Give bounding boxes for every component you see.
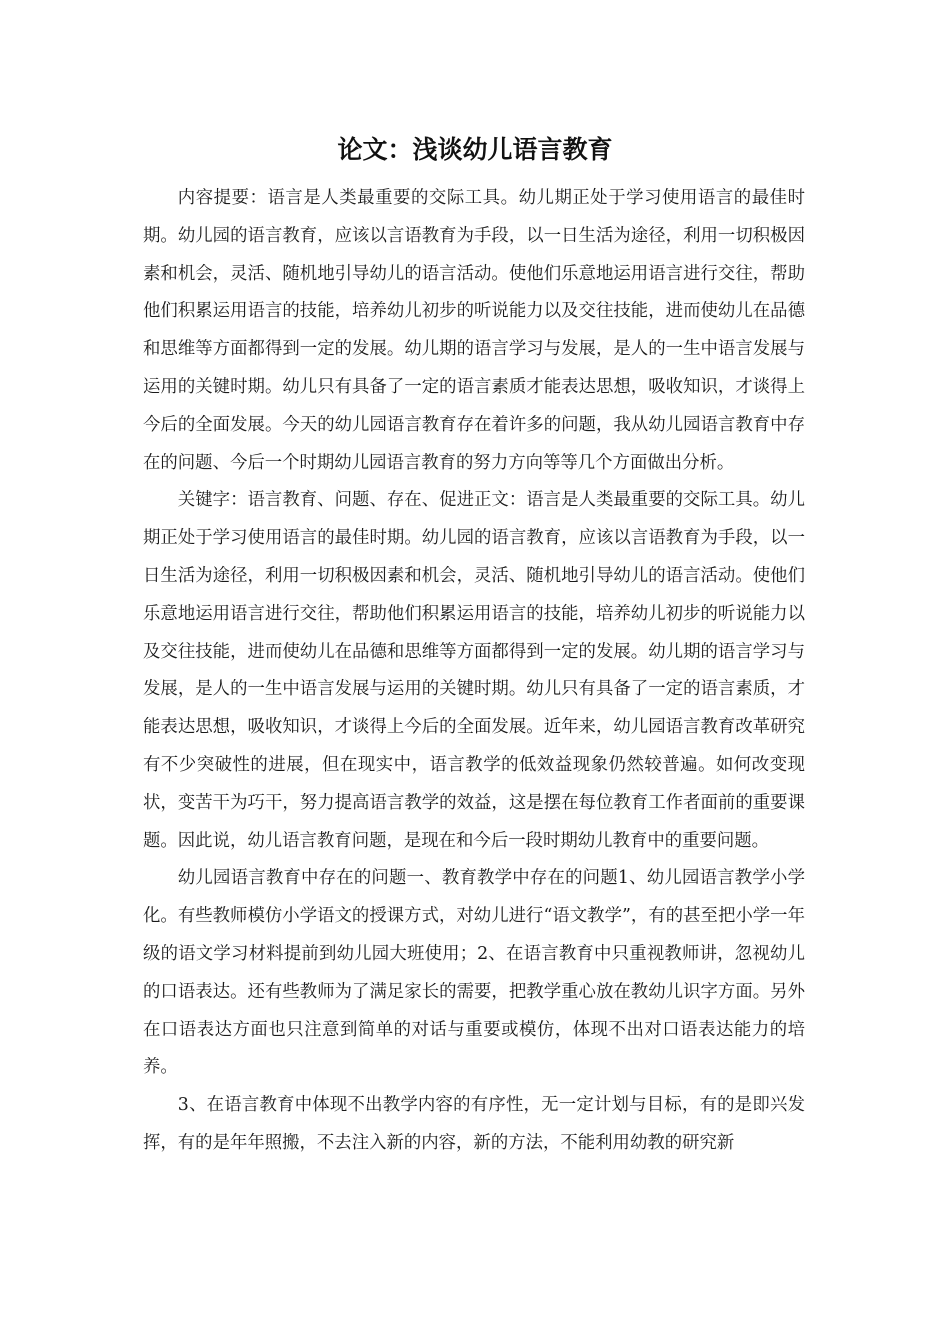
- content-order-paragraph: 3、在语言教育中体现不出教学内容的有序性，无一定计划与目标，有的是即兴发挥，有的是年年照搬，不去注入新的内容，新的方法，不能利用幼教的研究新: [143, 1095, 805, 1153]
- keywords-paragraph: 关键字：语言教育、问题、存在、促进正文：语言是人类最重要的交际工具。幼儿期正处于学习使用语言的最佳时期。幼儿园的语言教育，应该以言语教育为手段，以一日生活为途径，利用一切积极因素和机会，灵活、随机地引导幼儿的语言活动。使他们乐意地运用语言进行交往，帮助他们积累运用语言的技能，培养幼儿初步的听说能力以及交往技能，进而使幼儿在品德和思维等方面都得到一定的发展。幼儿期的语言学习与发展，是人的一生中语言发展与运用的关键时期。幼儿只有具备了一定的语言素质，才能表达思想，吸收知识，才谈得上今后的全面发展。近年来，幼儿园语言教育改革研究有不少突破性的进展，但在现实中，语言教学的低效益现象仍然较普遍。如何改变现状，变苦干为巧干，努力提高语言教学的效益，这是摆在每位教育工作者面前的重要课题。因此说，幼儿语言教育问题，是现在和今后一段时期幼儿教育中的重要问题。: [143, 490, 805, 851]
- document-body: [143, 180, 805, 1163]
- abstract-paragraph: 内容提要：语言是人类最重要的交际工具。幼儿期正处于学习使用语言的最佳时期。幼儿园的语言教育，应该以言语教育为手段，以一日生活为途径，利用一切积极因素和机会，灵活、随机地引导幼儿的语言活动。使他们乐意地运用语言进行交往，帮助他们积累运用语言的技能，培养幼儿初步的听说能力以及交往技能，进而使幼儿在品德和思维等方面都得到一定的发展。幼儿期的语言学习与发展，是人的一生中语言发展与运用的关键时期。幼儿只有具备了一定的语言素质才能表达思想，吸收知识，才谈得上今后的全面发展。今天的幼儿园语言教育存在着许多的问题，我从幼儿园语言教育中存在的问题、今后一个时期幼儿园语言教育的努力方向等等几个方面做出分析。: [143, 188, 805, 473]
- document-title: 论文：浅谈幼儿语言教育: [337, 135, 613, 164]
- problems-paragraph: 幼儿园语言教育中存在的问题一、教育教学中存在的问题1、幼儿园语言教学小学化。有些教师模仿小学语文的授课方式，对幼儿进行“语文教学”，有的甚至把小学一年级的语文学习材料提前到幼儿园大班使用；2、在语言教育中只重视教师讲，忽视幼儿的口语表达。还有些教师为了满足家长的需要，把教学重心放在教幼儿识字方面。另外在口语表达方面也只注意到简单的对话与重要或模仿，体现不出对口语表达能力的培养。: [143, 868, 805, 1078]
